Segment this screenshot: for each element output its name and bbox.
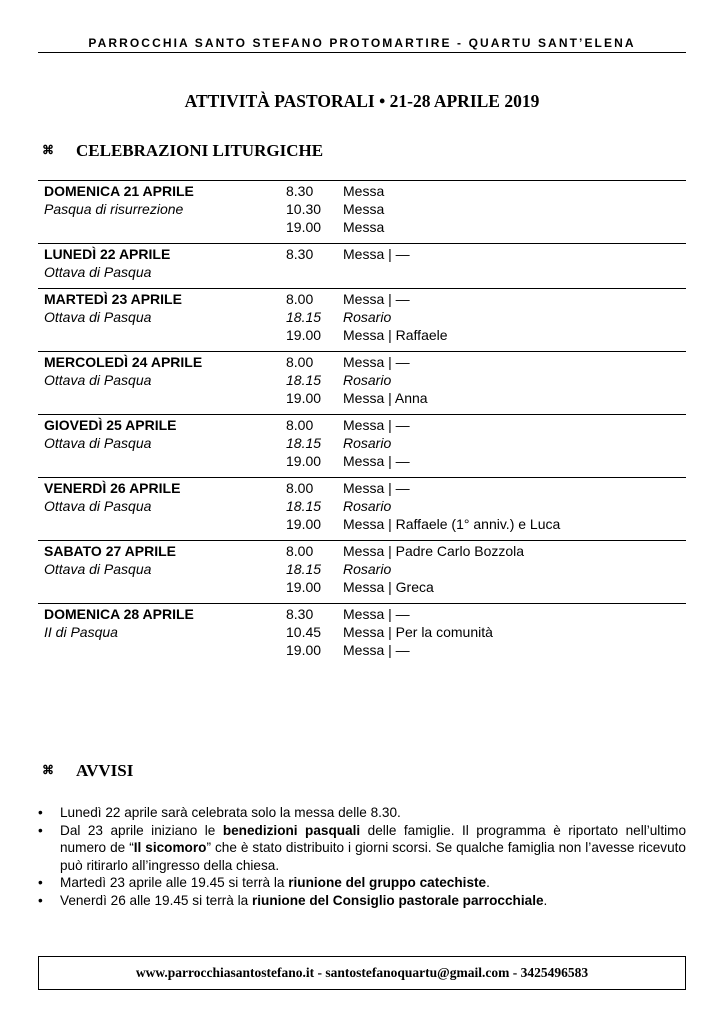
section-liturgical xyxy=(42,141,323,161)
section-notices xyxy=(42,761,133,781)
event-time: 18.15 xyxy=(286,435,322,451)
day-label: GIOVEDÌ 25 APRILE xyxy=(44,417,177,433)
event-time: 8.00 xyxy=(286,417,314,433)
day-block xyxy=(38,288,686,351)
notice-text: Venerdì 26 alle 19.45 si terrà la xyxy=(60,892,252,908)
schedule-line xyxy=(41,479,686,497)
schedule-line xyxy=(41,245,686,263)
event-time: 19.00 xyxy=(286,642,322,658)
notice-text: Dal 23 aprile iniziano le xyxy=(60,822,223,838)
event-description: Messa | — xyxy=(343,606,410,622)
event-time: 8.30 xyxy=(286,606,314,622)
schedule-line xyxy=(41,200,686,218)
schedule-line xyxy=(41,353,686,371)
section-title: AVVISI xyxy=(76,761,134,780)
schedule-line xyxy=(41,182,686,200)
notice-emphasis: riunione del gruppo catechiste xyxy=(288,875,487,890)
schedule-line xyxy=(41,560,686,578)
schedule-line xyxy=(41,515,686,533)
event-description: Messa | Padre Carlo Bozzola xyxy=(343,543,525,559)
day-block xyxy=(38,477,686,540)
schedule-line xyxy=(41,290,686,308)
event-description: Messa xyxy=(343,183,385,199)
event-description: Messa | — xyxy=(343,246,410,262)
day-label: VENERDÌ 26 APRILE xyxy=(44,480,181,496)
event-description: Messa | — xyxy=(343,291,410,307)
event-time: 18.15 xyxy=(286,372,322,388)
schedule-line xyxy=(41,641,686,659)
schedule-line xyxy=(41,497,686,515)
event-description: Messa | — xyxy=(343,417,410,433)
notice-item xyxy=(38,804,686,822)
day-label: MERCOLEDÌ 24 APRILE xyxy=(44,354,203,370)
header-rule xyxy=(38,52,686,53)
day-block xyxy=(38,351,686,414)
event-description: Messa xyxy=(343,201,385,217)
liturgical-day: Ottava di Pasqua xyxy=(44,372,152,388)
notice-text: . xyxy=(543,892,548,908)
notice-item xyxy=(38,892,686,910)
event-description: Messa | — xyxy=(343,642,410,658)
event-description: Rosario xyxy=(343,435,392,451)
schedule-line xyxy=(41,623,686,641)
notice-item xyxy=(38,874,686,892)
liturgical-day: Ottava di Pasqua xyxy=(44,561,152,577)
schedule-line xyxy=(41,578,686,596)
notice-text: delle famiglie. Il programma è riportato nell’ultimo numero de “ xyxy=(60,822,687,855)
event-description: Messa | — xyxy=(343,354,410,370)
event-description: Messa | Per la comunità xyxy=(343,624,493,640)
event-description: Messa | Raffaele (1° anniv.) e Luca xyxy=(343,516,561,532)
bullet-icon: • xyxy=(38,892,43,908)
liturgical-day: Pasqua di risurrezione xyxy=(44,201,184,217)
event-time: 19.00 xyxy=(286,390,322,406)
schedule-line xyxy=(41,434,686,452)
event-time: 8.00 xyxy=(286,480,314,496)
event-time: 18.15 xyxy=(286,309,322,325)
schedule-line xyxy=(41,326,686,344)
liturgical-day: Ottava di Pasqua xyxy=(44,264,152,280)
day-label: SABATO 27 APRILE xyxy=(44,543,176,559)
event-time: 8.00 xyxy=(286,291,314,307)
event-time: 19.00 xyxy=(286,327,322,343)
schedule-line xyxy=(41,263,686,281)
bullet-icon: • xyxy=(38,805,43,820)
event-time: 19.00 xyxy=(286,579,322,595)
event-time: 19.00 xyxy=(286,516,322,532)
event-description: Rosario xyxy=(343,372,392,388)
liturgical-day: Ottava di Pasqua xyxy=(44,435,152,451)
section-mark-icon: ⌘ xyxy=(42,763,54,777)
schedule-line xyxy=(41,542,686,560)
page-title: ATTIVITÀ PASTORALI • 21-28 APRILE 2019 xyxy=(184,91,540,111)
liturgical-day: II di Pasqua xyxy=(44,624,118,640)
notice-text: ” che è stato distribuito i giorni scorsi. Se qualche famiglia non l’avesse ricevuto può ritirarlo all’ingresso della chiesa. xyxy=(60,840,686,873)
notice-text: Lunedì 22 aprile sarà celebrata solo la messa delle 8.30. xyxy=(60,805,401,820)
event-description: Rosario xyxy=(343,561,392,577)
event-description: Messa | Greca xyxy=(343,579,434,595)
event-description: Messa xyxy=(343,219,385,235)
notice-item xyxy=(38,822,686,875)
event-description: Messa | Anna xyxy=(343,390,428,406)
notice-text: Martedì 23 aprile alle 19.45 si terrà la xyxy=(60,875,289,890)
bullet-icon: • xyxy=(38,875,43,890)
event-description: Rosario xyxy=(343,309,392,325)
schedule-line xyxy=(41,308,686,326)
day-label: MARTEDÌ 23 APRILE xyxy=(44,291,182,307)
liturgical-day: Ottava di Pasqua xyxy=(44,309,152,325)
event-time: 19.00 xyxy=(286,453,322,469)
event-time: 10.30 xyxy=(286,201,322,217)
event-description: Messa | Raffaele xyxy=(343,327,448,343)
schedule-line xyxy=(41,416,686,434)
liturgical-schedule xyxy=(38,180,686,666)
notice-emphasis: Il sicomoro xyxy=(133,840,207,855)
schedule-line xyxy=(41,371,686,389)
bullet-icon: • xyxy=(38,822,43,838)
event-time: 19.00 xyxy=(286,219,322,235)
day-block xyxy=(38,414,686,477)
event-time: 18.15 xyxy=(286,498,322,514)
notice-emphasis: benedizioni pasquali xyxy=(222,822,361,838)
event-time: 8.00 xyxy=(286,354,314,370)
day-block xyxy=(38,180,686,243)
schedule-line xyxy=(41,605,686,623)
event-time: 10.45 xyxy=(286,624,322,640)
schedule-line xyxy=(41,218,686,236)
event-time: 18.15 xyxy=(286,561,322,577)
day-block xyxy=(38,603,686,666)
day-label: DOMENICA 21 APRILE xyxy=(44,183,194,199)
event-description: Rosario xyxy=(343,498,392,514)
schedule-line xyxy=(41,389,686,407)
footer-contacts: www.parrocchiasantostefano.it - santostefanoquartu@gmail.com - 3425496583 xyxy=(38,956,686,990)
day-label: LUNEDÌ 22 APRILE xyxy=(44,246,171,262)
notices-list xyxy=(38,804,686,909)
event-description: Messa | — xyxy=(343,453,410,469)
day-block xyxy=(38,540,686,603)
event-time: 8.30 xyxy=(286,183,314,199)
notice-text: . xyxy=(486,875,490,890)
event-description: Messa | — xyxy=(343,480,410,496)
section-mark-icon: ⌘ xyxy=(42,143,54,157)
day-block xyxy=(38,243,686,288)
liturgical-day: Ottava di Pasqua xyxy=(44,498,152,514)
event-time: 8.30 xyxy=(286,246,314,262)
parish-header: PARROCCHIA SANTO STEFANO PROTOMARTIRE - QUARTU SANT’ELENA xyxy=(88,36,636,50)
schedule-line xyxy=(41,452,686,470)
day-label: DOMENICA 28 APRILE xyxy=(44,606,194,622)
section-title: CELEBRAZIONI LITURGICHE xyxy=(76,141,324,160)
notice-emphasis: riunione del Consiglio pastorale parrocchiale xyxy=(251,892,544,908)
event-time: 8.00 xyxy=(286,543,314,559)
